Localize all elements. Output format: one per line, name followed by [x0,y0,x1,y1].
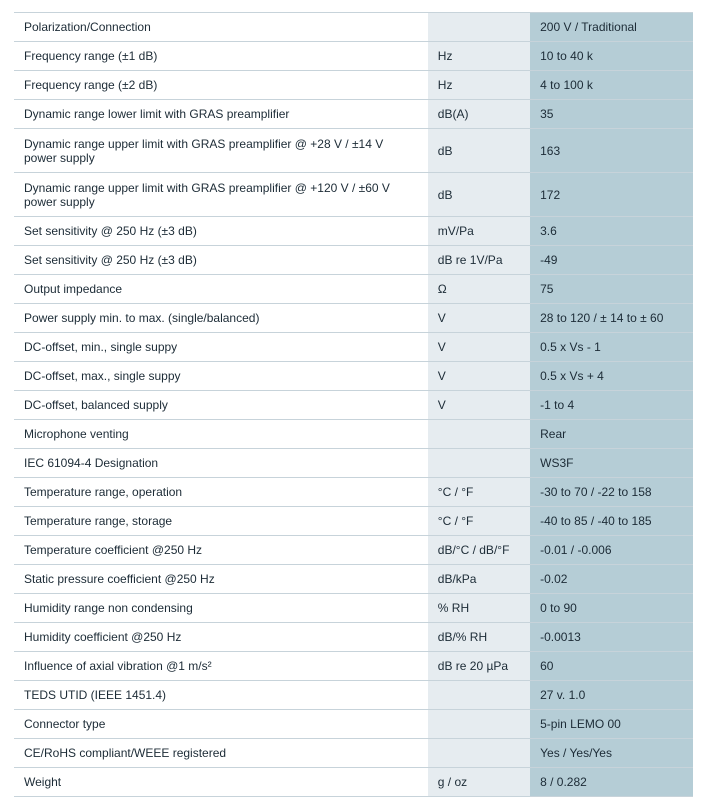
unit-cell: dB re 1V/Pa [428,246,530,275]
table-row [14,246,693,275]
parameter-cell: Temperature range, operation [14,478,428,507]
unit-cell [428,449,530,478]
value-cell: 28 to 120 / ± 14 to ± 60 [530,304,693,333]
parameter-cell: Dynamic range lower limit with GRAS preamplifier [14,100,428,129]
table-row [14,129,693,173]
parameter-cell: Connector type [14,710,428,739]
value-cell: WS3F [530,449,693,478]
unit-cell: g / oz [428,768,530,797]
parameter-cell: Frequency range (±2 dB) [14,71,428,100]
value-cell: 5-pin LEMO 00 [530,710,693,739]
table-row [14,42,693,71]
unit-cell: °C / °F [428,507,530,536]
parameter-cell: CE/RoHS compliant/WEEE registered [14,739,428,768]
value-cell: -0.01 / -0.006 [530,536,693,565]
unit-cell: dB re 20 µPa [428,652,530,681]
value-cell: Rear [530,420,693,449]
table-row [14,173,693,217]
parameter-cell: Output impedance [14,275,428,304]
value-cell: 0 to 90 [530,594,693,623]
table-row [14,391,693,420]
value-cell: 200 V / Traditional [530,13,693,42]
unit-cell: Hz [428,71,530,100]
value-cell: 0.5 x Vs + 4 [530,362,693,391]
parameter-cell: Weight [14,768,428,797]
value-cell: 60 [530,652,693,681]
unit-cell: Ω [428,275,530,304]
table-row [14,652,693,681]
unit-cell [428,13,530,42]
parameter-cell: TEDS UTID (IEEE 1451.4) [14,681,428,710]
table-row [14,594,693,623]
table-row [14,71,693,100]
unit-cell: dB [428,129,530,173]
parameter-cell: Dynamic range upper limit with GRAS preamplifier @ +120 V / ±60 V power supply [14,173,428,217]
parameter-cell: DC-offset, max., single suppy [14,362,428,391]
parameter-cell: Polarization/Connection [14,13,428,42]
parameter-cell: Temperature range, storage [14,507,428,536]
parameter-cell: Dynamic range upper limit with GRAS preamplifier @ +28 V / ±14 V power supply [14,129,428,173]
unit-cell [428,681,530,710]
parameter-cell: IEC 61094-4 Designation [14,449,428,478]
unit-cell [428,739,530,768]
unit-cell: °C / °F [428,478,530,507]
table-row [14,681,693,710]
value-cell: -0.02 [530,565,693,594]
table-row [14,217,693,246]
unit-cell: mV/Pa [428,217,530,246]
value-cell: -30 to 70 / -22 to 158 [530,478,693,507]
parameter-cell: DC-offset, min., single suppy [14,333,428,362]
unit-cell: % RH [428,594,530,623]
unit-cell: dB/% RH [428,623,530,652]
table-row [14,768,693,797]
value-cell: -1 to 4 [530,391,693,420]
value-cell: 172 [530,173,693,217]
parameter-cell: Influence of axial vibration @1 m/s² [14,652,428,681]
unit-cell [428,420,530,449]
value-cell: 4 to 100 k [530,71,693,100]
parameter-cell: Frequency range (±1 dB) [14,42,428,71]
value-cell: 75 [530,275,693,304]
value-cell: 0.5 x Vs - 1 [530,333,693,362]
table-row [14,507,693,536]
table-row [14,536,693,565]
unit-cell: V [428,362,530,391]
table-row [14,333,693,362]
value-cell: Yes / Yes/Yes [530,739,693,768]
parameter-cell: Set sensitivity @ 250 Hz (±3 dB) [14,246,428,275]
value-cell: -0.0013 [530,623,693,652]
parameter-cell: Static pressure coefficient @250 Hz [14,565,428,594]
table-row [14,449,693,478]
value-cell: 35 [530,100,693,129]
value-cell: -40 to 85 / -40 to 185 [530,507,693,536]
value-cell: 10 to 40 k [530,42,693,71]
table-row [14,362,693,391]
unit-cell: V [428,391,530,420]
unit-cell: dB/kPa [428,565,530,594]
value-cell: 27 v. 1.0 [530,681,693,710]
unit-cell: dB [428,173,530,217]
value-cell: 163 [530,129,693,173]
parameter-cell: Humidity coefficient @250 Hz [14,623,428,652]
table-row [14,710,693,739]
parameter-cell: Temperature coefficient @250 Hz [14,536,428,565]
spec-table [14,12,693,797]
table-row [14,478,693,507]
table-row [14,739,693,768]
unit-cell [428,710,530,739]
value-cell: 8 / 0.282 [530,768,693,797]
unit-cell: dB/°C / dB/°F [428,536,530,565]
unit-cell: dB(A) [428,100,530,129]
spec-table-body [14,13,693,797]
value-cell: -49 [530,246,693,275]
table-row [14,100,693,129]
unit-cell: V [428,304,530,333]
table-row [14,420,693,449]
table-row [14,565,693,594]
unit-cell: Hz [428,42,530,71]
unit-cell: V [428,333,530,362]
parameter-cell: Microphone venting [14,420,428,449]
parameter-cell: Humidity range non condensing [14,594,428,623]
table-row [14,275,693,304]
parameter-cell: Set sensitivity @ 250 Hz (±3 dB) [14,217,428,246]
value-cell: 3.6 [530,217,693,246]
parameter-cell: DC-offset, balanced supply [14,391,428,420]
table-row [14,304,693,333]
parameter-cell: Power supply min. to max. (single/balanced) [14,304,428,333]
table-row [14,13,693,42]
table-row [14,623,693,652]
